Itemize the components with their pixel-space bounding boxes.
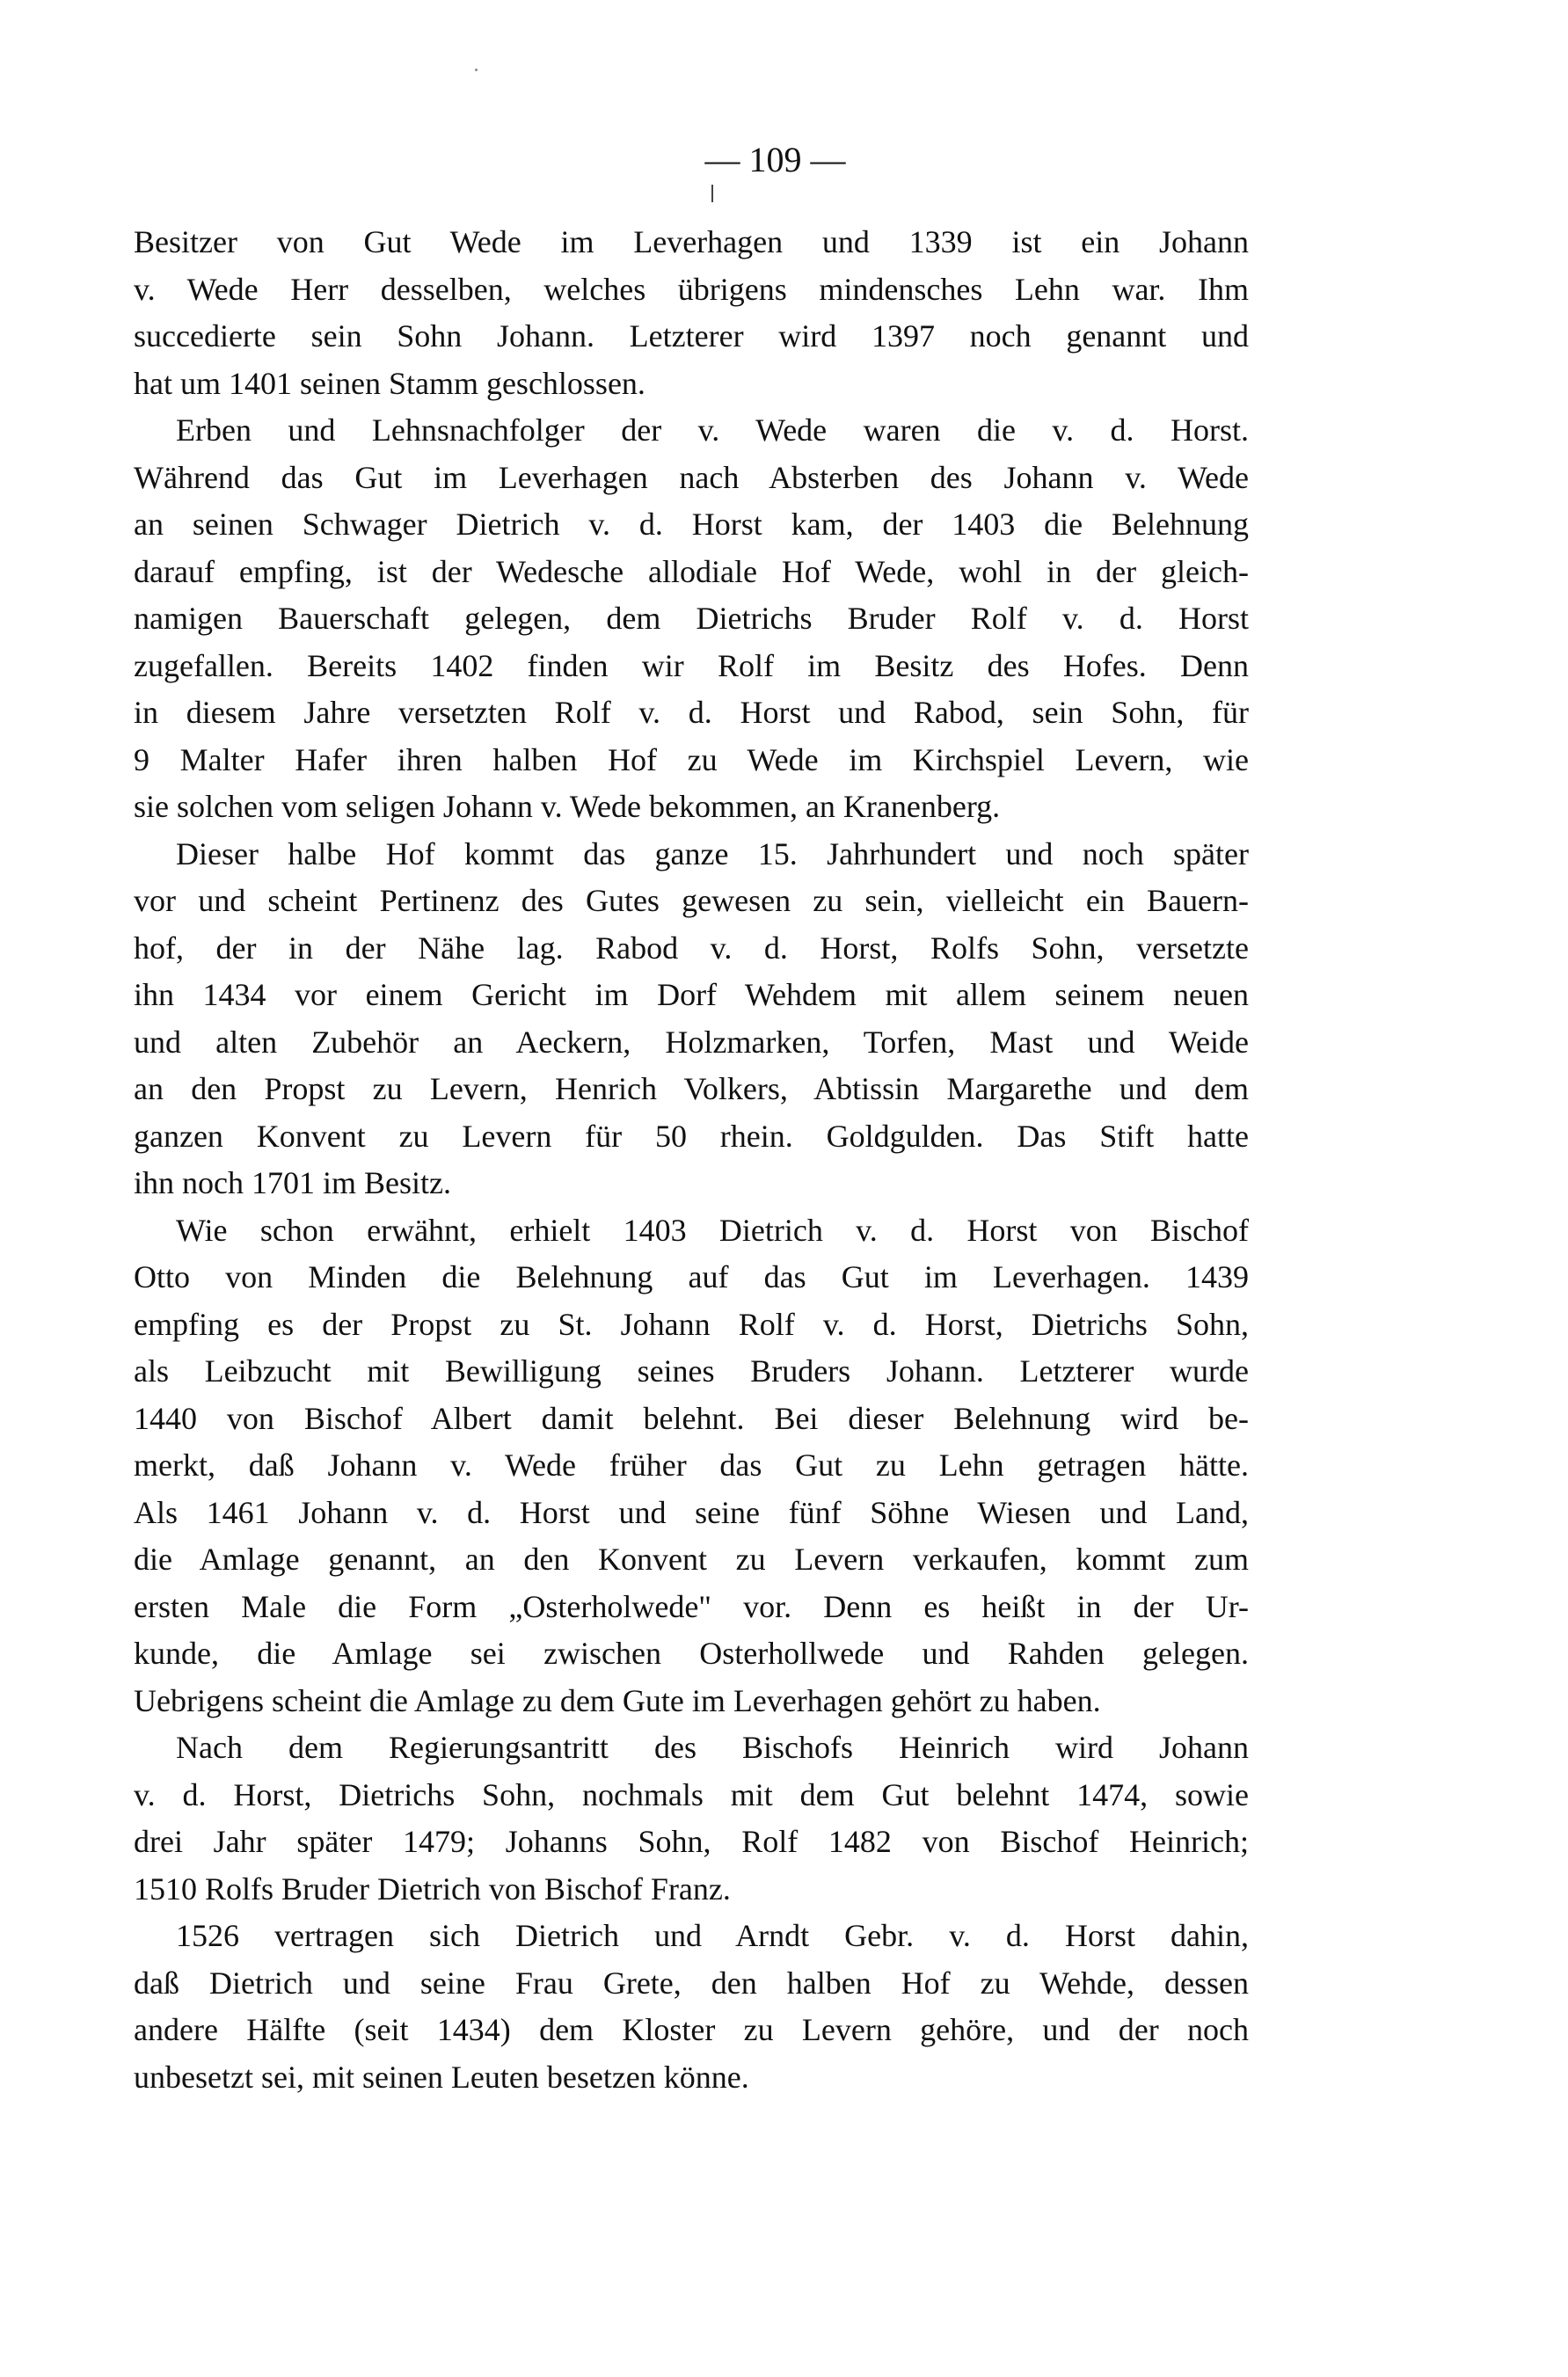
text-line: 1440 von Bischof Albert damit belehnt. Bei dieser Belehnung wird be-	[134, 1400, 1249, 1436]
page-number-text: — 109 —	[704, 140, 846, 179]
paragraph	[134, 831, 1249, 1207]
paragraph	[134, 1913, 1249, 2101]
text-line: Besitzer von Gut Wede im Leverhagen und 1339 ist ein Johann	[134, 224, 1249, 259]
text-line: 1526 vertragen sich Dietrich und Arndt Gebr. v. d. Horst dahin,	[176, 1918, 1249, 1953]
text-line: Wie schon erwähnt, erhielt 1403 Dietrich v. d. Horst von Bischof	[176, 1212, 1249, 1248]
text-line: als Leibzucht mit Bewilligung seines Bruders Johann. Letzterer wurde	[134, 1353, 1249, 1389]
paragraph	[134, 1724, 1249, 1913]
body-text	[134, 219, 1249, 2101]
text-line: ihn noch 1701 im Besitz.	[134, 1165, 451, 1200]
text-line: vor und scheint Pertinenz des Gutes gewesen zu sein, vielleicht ein Bauern-	[134, 883, 1249, 918]
text-line: die Amlage genannt, an den Konvent zu Levern verkaufen, kommt zum	[134, 1542, 1249, 1577]
text-line: ihn 1434 vor einem Gericht im Dorf Wehdem mit allem seinem neuen	[134, 977, 1249, 1012]
text-line: und alten Zubehör an Aeckern, Holzmarken, Torfen, Mast und Weide	[134, 1024, 1249, 1060]
text-line: Dieser halbe Hof kommt das ganze 15. Jahrhundert und noch später	[176, 835, 1249, 871]
text-line: namigen Bauerschaft gelegen, dem Dietrichs Bruder Rolf v. d. Horst	[134, 601, 1249, 636]
text-line: sie solchen vom seligen Johann v. Wede bekommen, an Kranenberg.	[134, 789, 1001, 824]
text-line: Erben und Lehnsnachfolger der v. Wede waren die v. d. Horst.	[176, 412, 1249, 448]
paragraph	[134, 219, 1249, 407]
text-line: drei Jahr später 1479; Johanns Sohn, Rolf 1482 von Bischof Heinrich;	[134, 1824, 1249, 1859]
text-line: an seinen Schwager Dietrich v. d. Horst kam, der 1403 die Belehnung	[134, 507, 1249, 542]
text-line: ganzen Konvent zu Levern für 50 rhein. Goldgulden. Das Stift hatte	[134, 1118, 1249, 1154]
text-line: an den Propst zu Levern, Henrich Volkers, Abtissin Margarethe und dem	[134, 1071, 1249, 1106]
paragraph	[134, 1207, 1249, 1725]
text-line: Nach dem Regierungsantritt des Bischofs Heinrich wird Johann	[176, 1730, 1249, 1765]
scan-speck	[475, 69, 478, 71]
text-line: Während das Gut im Leverhagen nach Absterben des Johann v. Wede	[134, 459, 1249, 495]
text-line: Otto von Minden die Belehnung auf das Gut im Leverhagen. 1439	[134, 1259, 1249, 1294]
text-line: empfing es der Propst zu St. Johann Rolf v. d. Horst, Dietrichs Sohn,	[134, 1306, 1249, 1342]
text-line: merkt, daß Johann v. Wede früher das Gut zu Lehn getragen hätte.	[134, 1447, 1249, 1483]
text-line: darauf empfing, ist der Wedesche allodiale Hof Wede, wohl in der gleich-	[134, 553, 1249, 589]
text-line: in diesem Jahre versetzten Rolf v. d. Horst und Rabod, sein Sohn, für	[134, 695, 1249, 730]
text-line: kunde, die Amlage sei zwischen Osterhollwede und Rahden gelegen.	[134, 1636, 1249, 1671]
text-line: succedierte sein Sohn Johann. Letzterer wird 1397 noch genannt und	[134, 318, 1249, 354]
text-line: hof, der in der Nähe lag. Rabod v. d. Horst, Rolfs Sohn, versetzte	[134, 930, 1249, 966]
paragraph	[134, 407, 1249, 831]
page-number	[0, 139, 1568, 180]
text-line: v. d. Horst, Dietrichs Sohn, nochmals mit dem Gut belehnt 1474, sowie	[134, 1776, 1249, 1812]
text-line: andere Hälfte (seit 1434) dem Kloster zu Levern gehöre, und der noch	[134, 2012, 1249, 2047]
text-line: unbesetzt sei, mit seinen Leuten besetzen könne.	[134, 2059, 749, 2095]
text-line: v. Wede Herr desselben, welches übrigens mindensches Lehn war. Ihm	[134, 271, 1249, 307]
text-line: ersten Male die Form „Osterholwede" vor. Denn es heißt in der Ur-	[134, 1588, 1249, 1624]
text-line: Uebrigens scheint die Amlage zu dem Gute im Leverhagen gehört zu haben.	[134, 1682, 1101, 1718]
text-line: zugefallen. Bereits 1402 finden wir Rolf im Besitz des Hofes. Denn	[134, 647, 1249, 683]
text-line: daß Dietrich und seine Frau Grete, den halben Hof zu Wehde, dessen	[134, 1965, 1249, 2001]
text-line: hat um 1401 seinen Stamm geschlossen.	[134, 365, 645, 401]
text-line: 9 Malter Hafer ihren halben Hof zu Wede im Kirchspiel Levern, wie	[134, 741, 1249, 777]
scan-mark	[711, 185, 713, 202]
text-line: 1510 Rolfs Bruder Dietrich von Bischof Franz.	[134, 1870, 731, 1907]
text-line: Als 1461 Johann v. d. Horst und seine fünf Söhne Wiesen und Land,	[134, 1494, 1249, 1530]
